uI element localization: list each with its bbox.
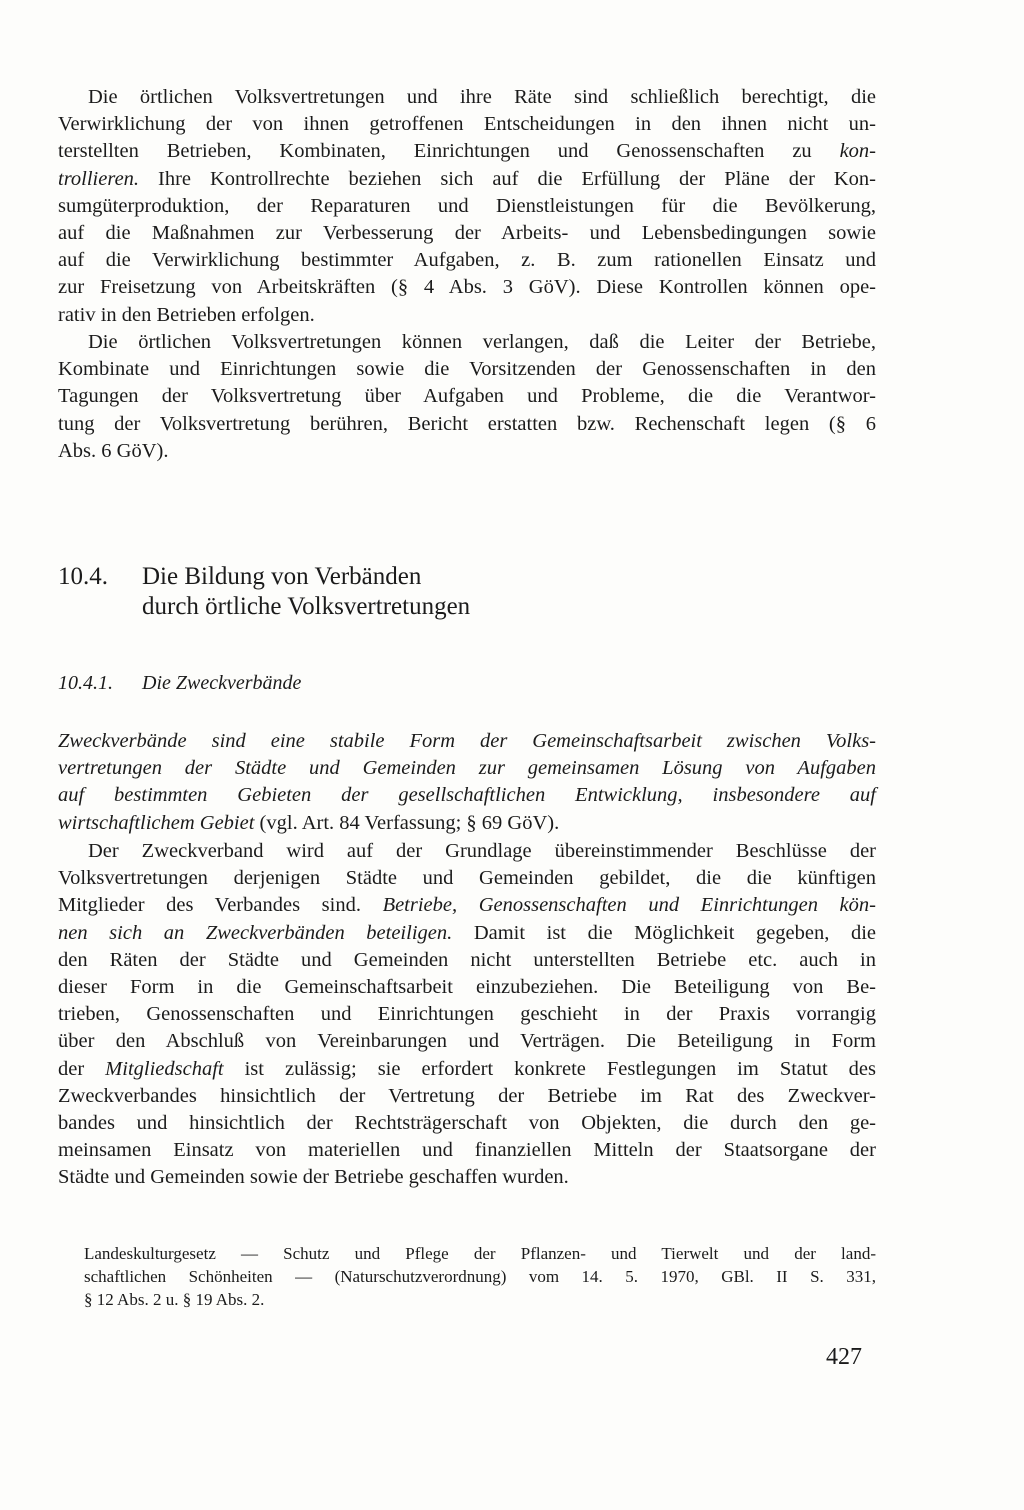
subsection-number: 10.4.1. (58, 672, 113, 694)
text-segment: ist zulässig; sie erfordert konkrete Festlegungen im Statut des (223, 1057, 876, 1080)
text-line: Volksvertretungen derjenigen Städte und Gemeinden gebildet, die die künftigen (58, 867, 876, 890)
footnote-line: Landeskulturgesetz — Schutz und Pflege der Pflanzen- und Tierwelt und der land- (84, 1244, 876, 1263)
text-line: Städte und Gemeinden sowie der Betriebe geschaffen wurden. (58, 1166, 569, 1189)
text-line: Tagungen der Volksvertretung über Aufgaben und Probleme, die die Verantwor- (58, 385, 876, 408)
text-line: Zweckverbandes hinsichtlich der Vertretung der Betriebe im Rat des Zweckver- (58, 1084, 876, 1107)
section-title-line: Die Bildung von Verbänden (142, 563, 422, 590)
text-line: sumgüterproduktion, der Reparaturen und Dienstleistungen für die Bevölkerung, (58, 194, 876, 217)
text-line: dieser Form in die Gemeinschaftsarbeit einzubeziehen. Die Beteiligung von Be- (58, 976, 876, 999)
text-segment: (vgl. Art. 84 Verfassung; § 69 GöV). (254, 811, 560, 834)
text-line: Zweckverbände sind eine stabile Form der Gemeinschaftsarbeit zwischen Volks- (58, 730, 876, 752)
emphasis-text: Betriebe, Genossenschaften und Einrichtungen kön- (382, 894, 876, 917)
text-line: auf die Verwirklichung bestimmter Aufgaben, z. B. zum rationellen Einsatz und (58, 249, 876, 272)
text-segment: Ihre Kontrollrechte beziehen sich auf die Erfüllung der Pläne der Kon- (139, 167, 876, 190)
text-segment: terstellten Betrieben, Kombinaten, Einrichtungen und Genossenschaften zu (58, 140, 812, 163)
section-number: 10.4. (58, 563, 108, 590)
section-title-line: durch örtliche Volksvertretungen (142, 593, 471, 620)
text-line: vertretungen der Städte und Gemeinden zur gemeinsamen Lösung von Aufgaben (58, 757, 876, 780)
footnote-line: schaftlichen Schönheiten — (Naturschutzverordnung) vom 14. 5. 1970, GBl. II S. 331, (84, 1267, 876, 1286)
emphasis-text: trollieren. (58, 167, 140, 190)
text-line: zur Freisetzung von Arbeitskräften (§ 4 Abs. 3 GöV). Diese Kontrollen können ope- (58, 276, 876, 299)
text-line (58, 1056, 876, 1083)
paragraph-definition (58, 728, 876, 837)
text-line: Verwirklichung der von ihnen getroffenen Entscheidungen in den ihnen nicht un- (58, 113, 876, 136)
emphasis-text: wirtschaftlichem Gebiet (58, 811, 255, 834)
footnote (84, 1242, 876, 1311)
text-line: trieben, Genossenschaften und Einrichtungen geschieht in der Praxis vorrangig (58, 1003, 876, 1026)
text-segment: Mitglieder des Verbandes sind. (58, 894, 383, 917)
text-line: Die örtlichen Volksvertretungen können verlangen, daß die Leiter der Betriebe, (88, 331, 876, 353)
paragraph-control-rights (58, 84, 876, 329)
text-line (58, 810, 876, 837)
text-line: Die örtlichen Volksvertretungen und ihre Räte sind schließlich berechtigt, die (88, 86, 876, 108)
text-line: über den Abschluß von Vereinbarungen und Verträgen. Die Beteiligung in Form (58, 1030, 876, 1053)
footnote-line: § 12 Abs. 2 u. § 19 Abs. 2. (84, 1290, 265, 1309)
text-line (58, 166, 876, 193)
text-segment: der (58, 1057, 106, 1080)
text-line (58, 920, 876, 947)
section-title (142, 562, 470, 622)
text-line: auf bestimmten Gebieten der gesellschaftlichen Entwicklung, insbesondere auf (58, 784, 876, 807)
text-line: Der Zweckverband wird auf der Grundlage übereinstimmender Beschlüsse der (88, 840, 876, 862)
text-line (58, 138, 876, 165)
paragraph-reporting (58, 329, 876, 465)
text-line: Kombinate und Einrichtungen sowie die Vorsitzenden der Genossenschaften in den (58, 358, 876, 381)
emphasis-text: kon- (839, 140, 877, 163)
subsection-title: Die Zweckverbände (142, 672, 302, 694)
text-line: meinsamen Einsatz von materiellen und finanziellen Mitteln der Staatsorgane der (58, 1139, 876, 1162)
text-line: rativ in den Betrieben erfolgen. (58, 303, 315, 326)
text-line: den Räten der Städte und Gemeinden nicht unterstellten Betriebe etc. auch in (58, 948, 876, 971)
emphasis-text: nen sich an Zweckverbänden beteiligen. (58, 921, 453, 944)
text-segment: Damit ist die Möglichkeit gegeben, die (452, 921, 876, 944)
emphasis-text: Mitgliedschaft (105, 1057, 224, 1080)
page-number: 427 (826, 1344, 862, 1370)
text-line: tung der Volksvertretung berühren, Bericht erstatten bzw. Rechenschaft legen (§ 6 (58, 412, 876, 435)
text-line: auf die Maßnahmen zur Verbesserung der Arbeits- und Lebensbedingungen sowie (58, 222, 876, 245)
text-line: Abs. 6 GöV). (58, 439, 169, 462)
text-line (58, 892, 876, 919)
paragraph-zweckverband (58, 838, 876, 1192)
text-line: bandes und hinsichtlich der Rechtsträgerschaft von Objekten, die durch den ge- (58, 1112, 876, 1135)
